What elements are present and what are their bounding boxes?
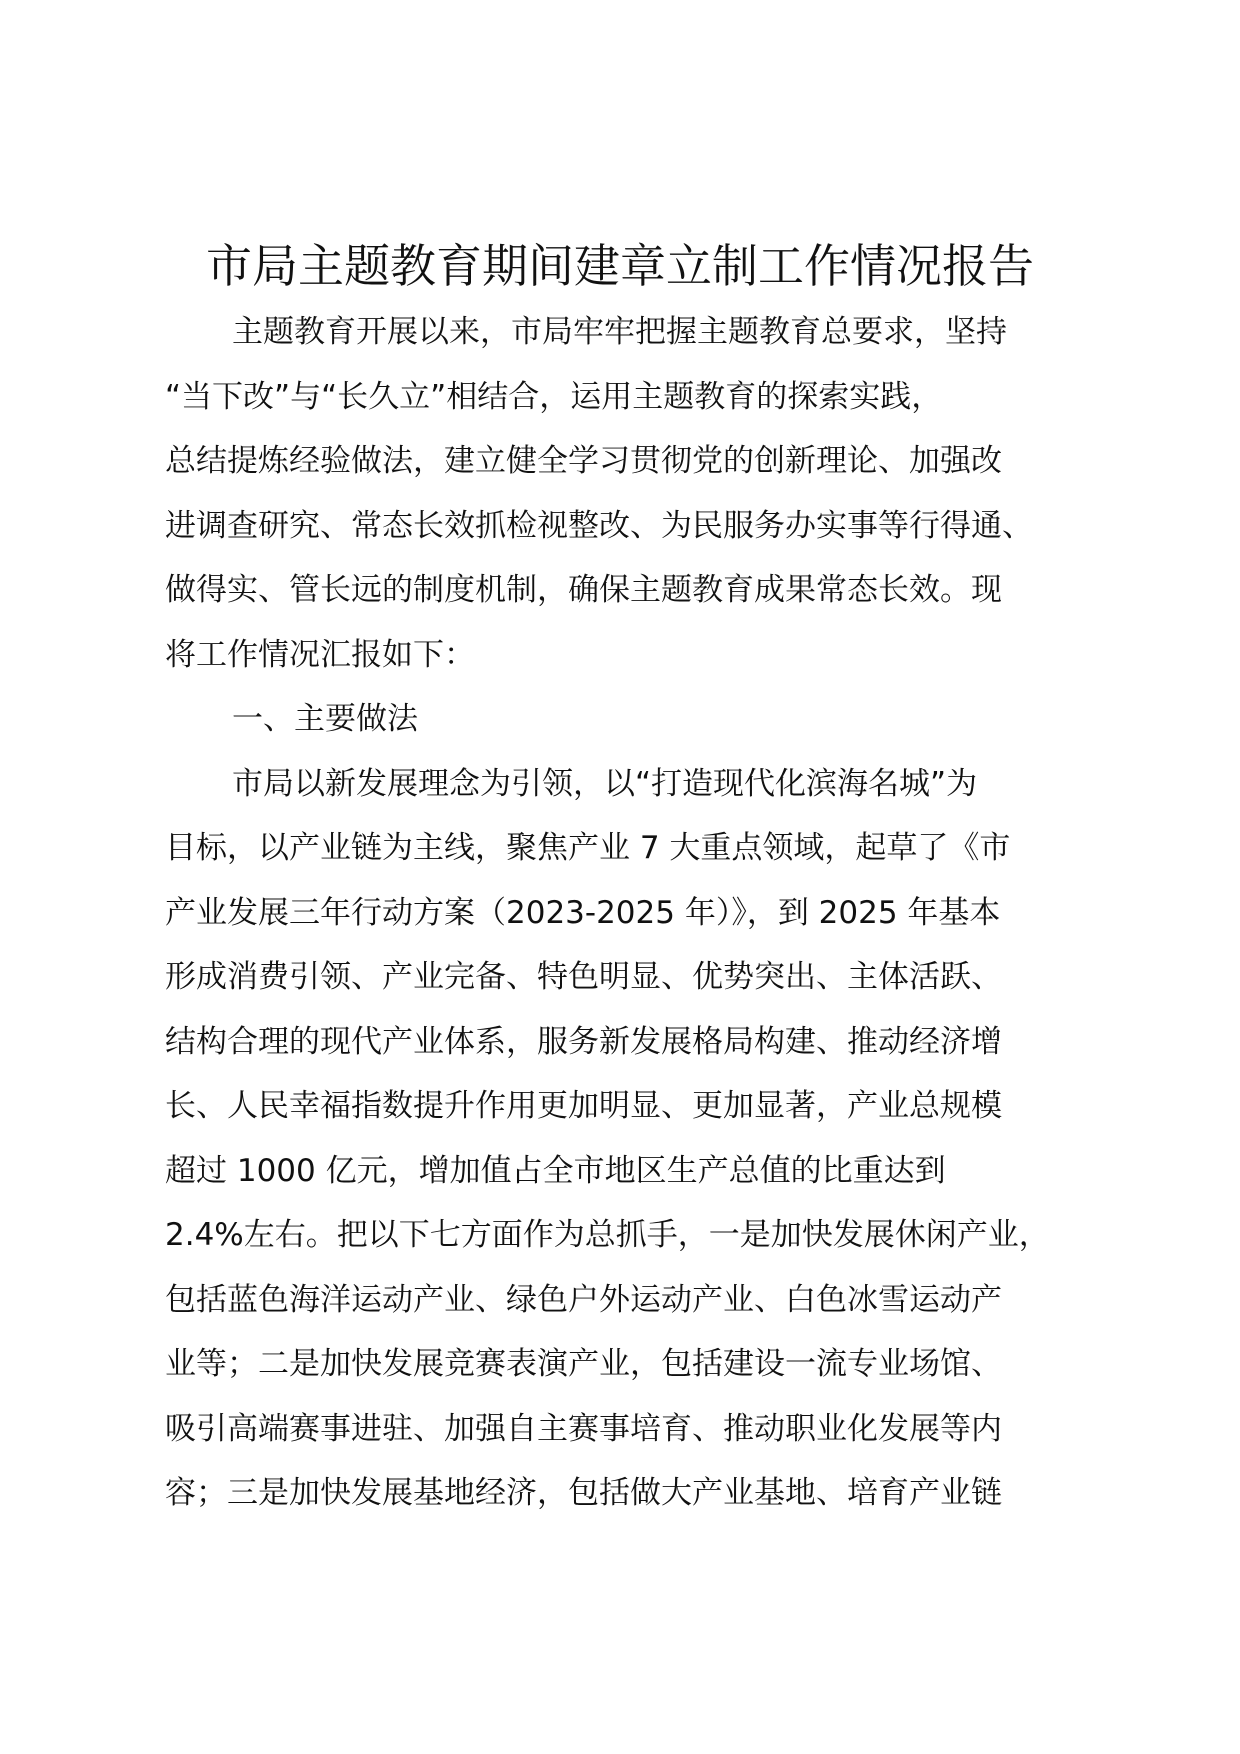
document-body xyxy=(165,300,1125,1526)
paragraph-line: 市局以新发展理念为引领，以“打造现代化滨海名城”为 xyxy=(232,765,978,802)
paragraph-line: 产业发展三年行动方案（2023-2025 年）》，到 2025 年基本 xyxy=(165,894,1001,931)
paragraph-line: 吸引高端赛事进驻、加强自主赛事培育、推动职业化发展等内 xyxy=(165,1410,1002,1447)
paragraph-line: 2.4%左右。把以下七方面作为总抓手，一是加快发展休闲产业， xyxy=(165,1217,1050,1253)
paragraph-line: “当下改”与“长久立”相结合，运用主题教育的探索实践， xyxy=(165,378,943,415)
paragraph-line: 超过 1000 亿元，增加值占全市地区生产总值的比重达到 xyxy=(165,1152,946,1189)
section-heading: 一、主要做法 xyxy=(232,701,418,737)
paragraph-line: 形成消费引领、产业完备、特色明显、优势突出、主体活跃、 xyxy=(165,959,1002,995)
paragraph-line: 容；三是加快发展基地经济，包括做大产业基地、培育产业链 xyxy=(165,1475,1002,1511)
paragraph-line: 目标，以产业链为主线，聚焦产业 7 大重点领域，起草了《市 xyxy=(165,830,1011,866)
paragraph-line: 包括蓝色海洋运动产业、绿色户外运动产业、白色冰雪运动产 xyxy=(165,1281,1002,1318)
paragraph-line: 长、人民幸福指数提升作用更加明显、更加显著，产业总规模 xyxy=(165,1088,1002,1124)
document-title: 市局主题教育期间建章立制工作情况报告 xyxy=(206,239,1034,293)
paragraph-line: 业等；二是加快发展竞赛表演产业，包括建设一流专业场馆、 xyxy=(165,1346,1002,1382)
paragraph-line: 将工作情况汇报如下： xyxy=(165,636,475,673)
paragraph-line: 主题教育开展以来，市局牢牢把握主题教育总要求，坚持 xyxy=(232,314,1007,350)
paragraph-line: 进调查研究、常态长效抓检视整改、为民服务办实事等行得通、 xyxy=(165,507,1033,544)
paragraph-line: 总结提炼经验做法，建立健全学习贯彻党的创新理论、加强改 xyxy=(165,443,1002,479)
paragraph-line: 做得实、管长远的制度机制，确保主题教育成果常态长效。现 xyxy=(165,572,1002,608)
paragraph-line: 结构合理的现代产业体系，服务新发展格局构建、推动经济增 xyxy=(165,1023,1002,1060)
